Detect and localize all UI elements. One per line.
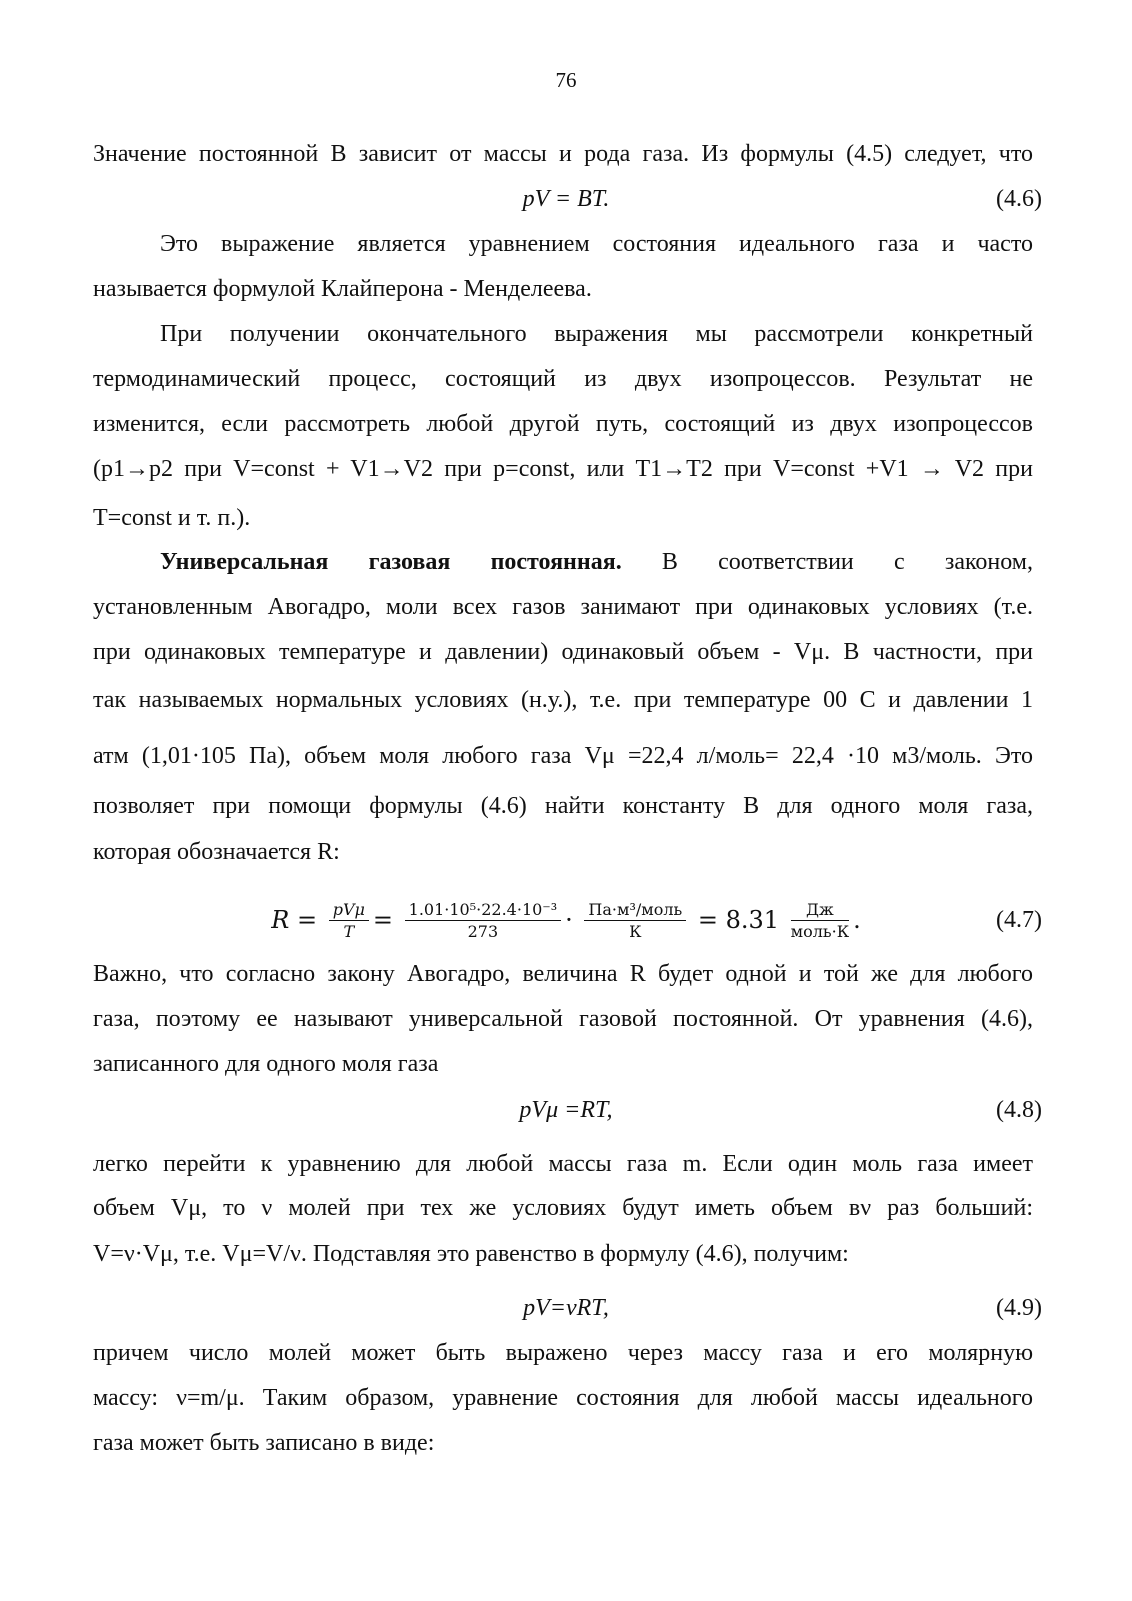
equation-number: (4.7) — [996, 907, 1042, 933]
paragraph-line: которая обозначается R: — [93, 839, 340, 865]
paragraph-line: легко перейти к уравнению для любой массы газа m. Если один моль газа имеет — [93, 1151, 1033, 1177]
paragraph-text: В соответствии с законом, — [661, 549, 1033, 575]
paragraph-line: объем Vμ, то ν молей при тех же условиях будут иметь объем вν раз больший: — [93, 1195, 1033, 1221]
equation-formula: pV=νRT, — [523, 1295, 609, 1321]
fraction-denominator: К — [629, 922, 642, 941]
paragraph-line: термодинамический процесс, состоящий из двух изопроцессов. Результат не — [93, 366, 1033, 392]
equation-number: (4.9) — [996, 1295, 1042, 1321]
paragraph-line: при одинаковых температуре и давлении) одинаковый объем - Vμ. В частности, при — [93, 639, 1033, 665]
fraction-numerator: Па·м³/моль — [584, 900, 686, 921]
paragraph-line: записанного для одного моля газа — [93, 1051, 439, 1077]
fraction-numerator: pVμ — [329, 900, 369, 921]
paragraph-heading-line — [160, 548, 1033, 576]
fraction — [791, 900, 849, 943]
fraction — [329, 900, 369, 943]
paragraph-line: (p1→p2 при V=const + V1→V2 при p=const, или T1→T2 при V=const +V1 → V2 при — [93, 456, 1033, 482]
equation-number: (4.6) — [996, 186, 1042, 212]
fraction-numerator: 1.01·10⁵·22.4·10⁻³ — [405, 900, 562, 921]
equation-lhs: R = — [271, 906, 318, 934]
paragraph-line: так называемых нормальных условиях (н.у.), т.е. при температуре 00 C и давлении 1 — [93, 687, 1033, 713]
paragraph-line: Важно, что согласно закону Авогадро, величина R будет одной и той же для любого — [93, 961, 1033, 987]
equation-4-7: R = $\frac{\text{pVμ}}{T}$ = $\frac{\text{1.01·10⁵·22.4·10⁻³}}{273}$ · $\frac{\text{Па·м³/моль}}{К}$ = 8.31 $\frac{Дж}{\text{моль·К}}$ . (4.7) — [271, 900, 1042, 941]
paragraph-line: установленным Авогадро, моли всех газов занимают при одинаковых условиях (т.е. — [93, 594, 1033, 620]
fraction — [405, 900, 562, 943]
page-number: 76 — [555, 68, 577, 92]
equation-formula: pVμ =RT, — [519, 1097, 613, 1123]
paragraph-line: газа может быть записано в виде: — [93, 1430, 435, 1456]
fraction-denominator: 273 — [467, 922, 499, 941]
paragraph-line: позволяет при помощи формулы (4.6) найти константу B для одного моля газа, — [93, 793, 1033, 819]
paragraph-line: газа, поэтому ее называют универсальной газовой постоянной. От уравнения (4.6), — [93, 1006, 1033, 1032]
fraction-numerator: Дж — [791, 900, 849, 921]
fraction — [584, 900, 686, 943]
paragraph-line: изменится, если рассмотреть любой другой путь, состоящий из двух изопроцессов — [93, 411, 1033, 437]
equation-result: = 8.31 — [697, 906, 780, 934]
paragraph-line: массу: ν=m/μ. Таким образом, уравнение состояния для любой массы идеального — [93, 1385, 1033, 1411]
fraction-denominator: моль·К — [790, 922, 850, 941]
paragraph-line: атм (1,01·105 Па), объем моля любого газа Vμ =22,4 л/моль= 22,4 ·10 м3/моль. Это — [93, 743, 1033, 769]
paragraph-line: При получении окончательного выражения мы рассмотрели конкретный — [160, 321, 1033, 347]
fraction-denominator: T — [343, 922, 355, 941]
equation-number: (4.8) — [996, 1097, 1042, 1123]
equation-formula: pV = BT. — [522, 186, 610, 212]
paragraph-line: Значение постоянной B зависит от массы и рода газа. Из формулы (4.5) следует, что — [93, 141, 1033, 167]
section-heading: Универсальная газовая постоянная. — [160, 549, 622, 575]
paragraph-line: T=const и т. п.). — [93, 505, 251, 531]
paragraph-line: Это выражение является уравнением состояния идеального газа и часто — [160, 231, 1033, 257]
paragraph-line: V=ν·Vμ, т.е. Vμ=V/ν. Подставляя это равенство в формулу (4.6), получим: — [93, 1241, 849, 1267]
paragraph-line: причем число молей может быть выражено через массу газа и его молярную — [93, 1340, 1033, 1366]
paragraph-line: называется формулой Клайперона - Менделеева. — [93, 276, 592, 302]
